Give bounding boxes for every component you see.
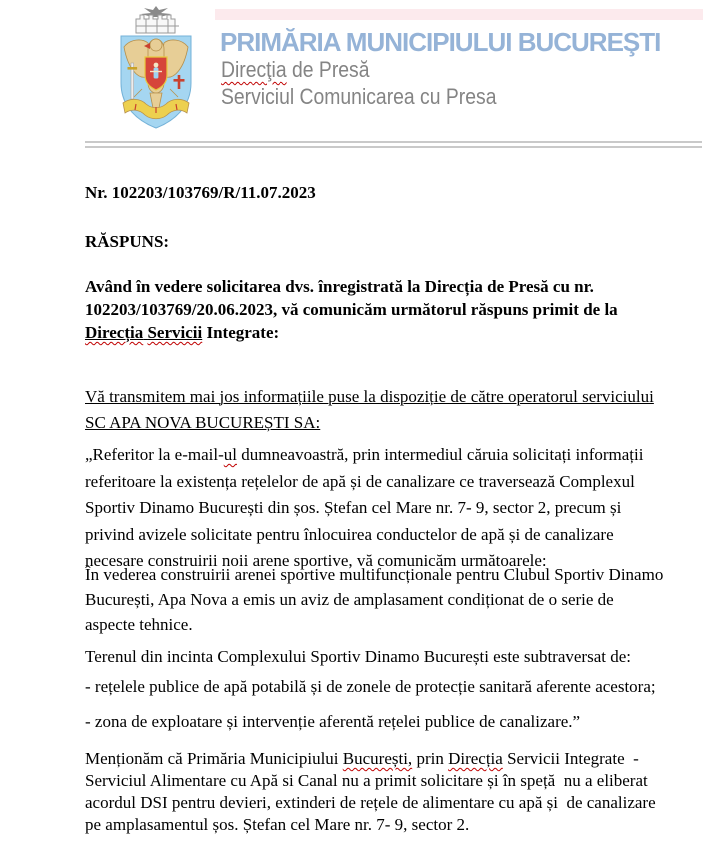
org-title: PRIMĂRIA MUNICIPIULUI BUCUREŞTI [220,27,661,57]
separator-rule [85,141,702,148]
text-line: Având în vedere solicitarea dvs. înregistrată la Direcția de Presă cu nr. [85,277,594,296]
text-line: 102203/103769/20.06.2023, vă comunicăm următorul răspuns primit de la [85,300,618,319]
text-line: Direcția Servicii Integrate: [85,323,280,342]
text-line: Nr. 102203/103769/R/11.07.2023 [85,183,316,202]
text-line: acordul DSI pentru devieri, extinderi de rețele de alimentare cu apă și de canalizare [85,793,656,812]
text-line: „Referitor la e-mail-ul dumneavoastră, prin intermediul căruia solicitați informații [85,445,644,464]
text-line: București, Apa Nova a emis un aviz de amplasament condiționat de o serie de [85,590,614,609]
text-line: privind avizele solicitate pentru înlocuirea conductelor de apă și de canalizare [85,524,614,544]
paragraph-p4 [85,384,654,436]
paragraph-p7 [85,644,631,670]
paragraph-p3 [85,275,618,344]
paragraph-p1 [85,180,316,206]
text-line: RĂSPUNS: [85,232,170,251]
paragraph-p2 [85,229,169,255]
paragraph-p8 [85,674,656,700]
bucharest-coat-of-arms [112,5,200,131]
highlight-artifact [215,9,703,20]
text-line: necesare construirii noii arene sportive, vă comunicăm următoarele: [85,551,547,570]
coat-of-arms-svg [112,5,200,131]
paragraph-p9 [85,709,580,735]
text-line: Vă transmitem mai jos informațiile puse la dispoziție de către operatorul serviciului [85,387,654,406]
service-name: Serviciul Comunicarea cu Presa [221,84,497,109]
text-line: Menționăm că Primăria Municipiului București, prin Direcția Servicii Integrate - [85,749,639,768]
text-line: Serviciul Alimentare cu Apă si Canal nu a primit solicitare și în speță nu a eliberat [85,771,648,790]
paragraph-p6 [85,562,663,637]
text-line: Terenul din incinta Complexului Sportiv Dinamo București este subtraversat de: [85,647,632,666]
text-line: pe amplasamentul șos. Ștefan cel Mare nr. 7- 9, sector 2. [85,815,470,834]
text-line: aspecte tehnice. [85,615,193,634]
mural-crown-icon [136,15,179,33]
department-name: Direcţia de Presă [221,57,370,82]
text-line: referitoare la existența rețelelor de apă și de canalizare ce traversează Complexul [85,471,635,491]
text-line: - zona de exploatare și intervenție aferentă rețelei publice de canalizare.” [85,712,581,731]
paragraph-p5 [85,442,643,575]
text-line: În vederea construirii arenei sportive multifuncționale pentru Clubul Sportiv Dinamo [85,565,664,584]
paragraph-p10 [85,748,656,836]
text-line: - rețelele publice de apă potabilă și de zonele de protecție sanitară aferente acestora; [85,677,656,696]
text-line: SC APA NOVA BUCUREȘTI SA: [85,413,321,432]
text-line: Sportiv Dinamo București din șos. Ștefan cel Mare nr. 7- 9, sector 2, precum și [85,498,622,517]
